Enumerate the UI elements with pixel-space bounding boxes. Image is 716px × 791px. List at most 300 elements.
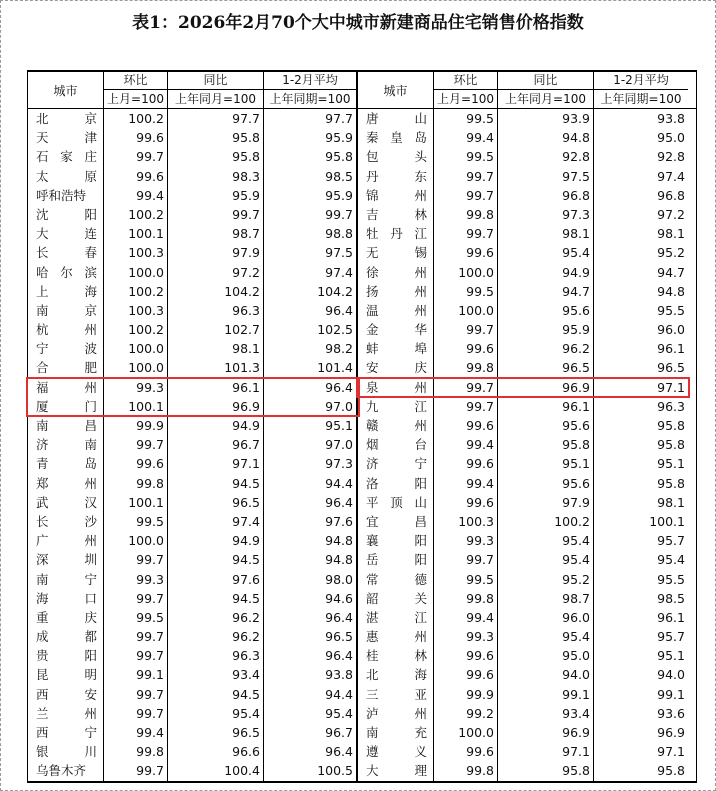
city-char: 西: [36, 725, 49, 740]
mom-value: 99.8: [104, 474, 168, 493]
city-char: 西: [36, 686, 49, 702]
table-row: [28, 627, 696, 646]
city-name: [358, 550, 434, 569]
mom-value: 99.5: [434, 282, 498, 301]
row-right-half: [358, 416, 688, 435]
city-char: 山: [414, 111, 427, 126]
city-name: [358, 397, 434, 416]
city-char: 州: [414, 629, 427, 645]
city-char: 北: [366, 667, 379, 683]
table-row: [28, 397, 696, 416]
mom-value: 100.0: [434, 263, 498, 282]
mom-value: 99.8: [434, 589, 498, 608]
table-row: [28, 378, 696, 397]
city-name: [28, 589, 104, 608]
yoy-value: 93.4: [168, 665, 264, 684]
table-row: [28, 531, 696, 550]
yoy-value: 95.9: [498, 320, 594, 339]
city-char: 川: [84, 744, 97, 760]
mom-value: 99.7: [434, 378, 498, 397]
city-name: [358, 742, 434, 761]
city-name: [28, 109, 104, 128]
city-name: [358, 685, 434, 704]
city-char: 武: [36, 494, 49, 510]
yoy-value: 96.5: [498, 358, 594, 377]
city-char: 华: [414, 322, 427, 338]
table-row: [28, 589, 696, 608]
mom-value: 99.6: [434, 493, 498, 512]
city-char: 锡: [414, 245, 427, 261]
city-name: [28, 301, 104, 320]
yoy-value: 96.5: [168, 723, 264, 742]
row-left-half: [28, 301, 358, 320]
city-name: [28, 167, 104, 186]
city-name: [28, 224, 104, 243]
city-char: 三: [366, 686, 379, 702]
row-left-half: [28, 589, 358, 608]
city-char: 州: [84, 533, 97, 549]
row-right-half: [358, 109, 688, 128]
avg-value: 96.4: [264, 608, 358, 627]
city-name: [358, 378, 434, 397]
city-char: 阳: [414, 552, 427, 568]
yoy-value: 98.7: [498, 589, 594, 608]
city-name: [358, 723, 434, 742]
avg-value: 96.4: [264, 301, 358, 320]
yoy-value: 99.7: [168, 205, 264, 224]
yoy-value: 95.6: [498, 474, 594, 493]
row-right-half: [358, 147, 688, 166]
mom-value: 99.6: [434, 646, 498, 665]
yoy-value: 96.5: [168, 493, 264, 512]
row-right-half: [358, 493, 688, 512]
city-char: 阳: [84, 648, 97, 664]
city-char: 德: [414, 571, 427, 587]
avg-value: 97.3: [264, 454, 358, 473]
mom-value: 99.9: [104, 416, 168, 435]
avg-value: 97.0: [264, 397, 358, 416]
yoy-value: 99.1: [498, 685, 594, 704]
row-right-half: [358, 320, 688, 339]
avg-value: 96.9: [657, 725, 685, 740]
city-char: 充: [414, 725, 427, 740]
avg-value: 95.8: [657, 763, 685, 779]
mom-value: 99.4: [104, 186, 168, 205]
yoy-value: 98.1: [168, 339, 264, 358]
city-name: [358, 704, 434, 723]
avg-value: 96.4: [264, 378, 358, 397]
city-name: [28, 627, 104, 646]
city-char: 林: [414, 206, 427, 222]
city-name: [28, 128, 104, 147]
avg-value: 95.7: [657, 629, 685, 645]
city-char: 南: [36, 571, 49, 587]
city-char: 江: [414, 226, 427, 242]
mom-value: 99.5: [104, 608, 168, 627]
mom-value: 99.8: [434, 761, 498, 780]
yoy-value: 97.7: [168, 109, 264, 128]
city-char: 州: [84, 705, 97, 721]
mom-value: 99.6: [104, 454, 168, 473]
avg-value: 97.6: [264, 512, 358, 531]
yoy-value: 96.9: [498, 723, 594, 742]
row-right-half: [358, 263, 688, 282]
city-char: 京: [84, 302, 97, 318]
avg-value: 93.8: [264, 665, 358, 684]
yoy-value: 96.6: [168, 742, 264, 761]
city-char: 徐: [366, 264, 379, 280]
yoy-value: 94.8: [498, 128, 594, 147]
city-char: 南: [36, 418, 49, 433]
city-name: [358, 416, 434, 435]
avg-value: 95.5: [657, 302, 685, 318]
table-row: [28, 474, 696, 493]
city-char: 埠: [414, 341, 427, 357]
city-name: [28, 339, 104, 358]
mom-value: 100.1: [104, 493, 168, 512]
city-char: 青: [36, 456, 49, 472]
city-char: 成: [36, 629, 49, 645]
city-char: 温: [366, 302, 379, 318]
avg-value: 96.7: [264, 723, 358, 742]
avg-value: 101.4: [264, 358, 358, 377]
city-char: 吉: [366, 206, 379, 222]
mom-value: 99.7: [434, 550, 498, 569]
avg-value: 98.1: [657, 226, 685, 242]
city-char: 津: [84, 130, 97, 146]
avg-value: 96.4: [264, 493, 358, 512]
table-row: [28, 570, 696, 589]
city-char: 合: [36, 360, 49, 376]
city-name: [358, 570, 434, 589]
city-char: 南: [36, 302, 49, 318]
header-yoy-label: 同比: [168, 72, 263, 90]
city-char: 牡: [366, 226, 379, 242]
mom-value: 99.6: [434, 454, 498, 473]
avg-value: 96.5: [657, 360, 685, 376]
mom-value: 100.2: [104, 320, 168, 339]
avg-value: 95.7: [657, 533, 685, 549]
city-name: [358, 339, 434, 358]
city-char: 济: [366, 456, 379, 472]
yoy-value: 96.3: [168, 646, 264, 665]
yoy-value: 97.3: [498, 205, 594, 224]
row-right-half: [358, 205, 688, 224]
city-char: 济: [36, 437, 49, 453]
city-char: 南: [84, 437, 97, 453]
city-name: [28, 704, 104, 723]
city-char: 州: [414, 302, 427, 318]
city-char: 州: [414, 705, 427, 721]
header-avg-base: 上年同期=100: [269, 92, 351, 106]
city-name: [358, 589, 434, 608]
mom-value: 99.7: [434, 397, 498, 416]
city-char: 义: [414, 744, 427, 760]
row-right-half: [358, 435, 688, 454]
avg-value: 94.7: [657, 264, 685, 280]
row-left-half: [28, 339, 358, 358]
row-right-half: [358, 665, 688, 684]
avg-value: 95.4: [657, 552, 685, 568]
row-right-half: [358, 186, 688, 205]
city-char: 北: [36, 111, 49, 126]
yoy-value: 97.1: [168, 454, 264, 473]
row-left-half: [28, 320, 358, 339]
yoy-value: 95.9: [168, 186, 264, 205]
row-left-half: [28, 627, 358, 646]
mom-value: 99.7: [434, 186, 498, 205]
city-char: 包: [366, 149, 379, 165]
avg-value: 98.1: [657, 494, 685, 510]
yoy-value: 100.4: [168, 761, 264, 780]
table-row: [28, 646, 696, 665]
header-avg-base: 上年同期=100: [600, 92, 682, 106]
yoy-value: 96.9: [168, 397, 264, 416]
row-left-half: [28, 224, 358, 243]
row-right-half: [358, 358, 688, 377]
city-char: 惠: [366, 629, 379, 645]
avg-value: 95.0: [657, 130, 685, 146]
city-char: 赣: [366, 418, 379, 433]
avg-value: 97.4: [657, 168, 685, 184]
yoy-value: 98.7: [168, 224, 264, 243]
avg-value: 104.2: [264, 282, 358, 301]
avg-value: 99.1: [657, 686, 685, 702]
row-left-half: [28, 723, 358, 742]
row-left-half: [28, 378, 358, 397]
row-left-half: [28, 493, 358, 512]
avg-value: 95.8: [657, 437, 685, 453]
city-name: [28, 742, 104, 761]
row-left-half: [28, 282, 358, 301]
city-char: 庄: [84, 149, 97, 165]
city-char: 州: [84, 475, 97, 491]
avg-value: 96.1: [657, 609, 685, 625]
row-left-half: [28, 109, 358, 128]
city-name: [28, 435, 104, 454]
city-char: 关: [414, 590, 427, 606]
mom-value: 99.4: [434, 608, 498, 627]
city-char: 汉: [84, 494, 97, 510]
city-char: 无: [366, 245, 379, 261]
table-row: [28, 416, 696, 435]
city-char: 亚: [414, 686, 427, 702]
city-name: [358, 358, 434, 377]
city-name: [28, 397, 104, 416]
city-char: 常: [366, 571, 379, 587]
city-char: 太: [36, 168, 49, 184]
row-left-half: [28, 416, 358, 435]
yoy-value: 97.9: [498, 493, 594, 512]
row-right-half: [358, 550, 688, 569]
header-avg-label: 1-2月平均: [594, 72, 688, 90]
yoy-value: 94.5: [168, 685, 264, 704]
city-char: 厦: [36, 398, 49, 414]
mom-value: 99.8: [434, 205, 498, 224]
table-row: [28, 550, 696, 569]
table-row: [28, 742, 696, 761]
row-right-half: [358, 570, 688, 589]
city-char: 平: [366, 494, 379, 510]
row-left-half: [28, 186, 358, 205]
mom-value: 99.6: [434, 665, 498, 684]
yoy-value: 95.4: [498, 627, 594, 646]
yoy-value: 95.4: [498, 531, 594, 550]
city-name: [28, 263, 104, 282]
header-avg-label: 1-2月平均: [264, 72, 356, 90]
city-char: 皇: [390, 130, 403, 146]
table-row: [28, 685, 696, 704]
city-char: 大: [366, 763, 379, 779]
mom-value: 100.2: [104, 282, 168, 301]
city-name: [28, 685, 104, 704]
city-name: [28, 358, 104, 377]
city-char: 南: [366, 725, 379, 740]
yoy-value: 94.5: [168, 474, 264, 493]
yoy-value: 97.1: [498, 742, 594, 761]
avg-value: 95.1: [657, 456, 685, 472]
mom-value: 100.0: [104, 339, 168, 358]
yoy-value: 95.4: [498, 550, 594, 569]
mom-value: 99.6: [434, 339, 498, 358]
city-char: 州: [414, 379, 427, 395]
yoy-value: 97.6: [168, 570, 264, 589]
header-yoy: [498, 72, 594, 108]
city-char: 尔: [60, 264, 73, 280]
table-row: [28, 301, 696, 320]
city-char: 滨: [84, 264, 97, 280]
avg-value: 102.5: [264, 320, 358, 339]
city-char: 庆: [84, 609, 97, 625]
city-name: [28, 282, 104, 301]
avg-value: 97.1: [657, 379, 685, 395]
header-mom-base: 上月=100: [437, 92, 494, 106]
city-char: 州: [84, 379, 97, 395]
row-left-half: [28, 205, 358, 224]
row-left-half: [28, 167, 358, 186]
city-char: 口: [84, 590, 97, 606]
table-row: [28, 358, 696, 377]
mom-value: 99.7: [104, 646, 168, 665]
row-right-half: [358, 397, 688, 416]
row-right-half: [358, 723, 688, 742]
city-char: 台: [414, 437, 427, 453]
city-char: 丹: [390, 226, 403, 242]
row-left-half: [28, 685, 358, 704]
mom-value: 100.0: [434, 301, 498, 320]
avg-value: 96.4: [264, 742, 358, 761]
yoy-value: 97.5: [498, 167, 594, 186]
row-right-half: [358, 378, 688, 397]
city-char: 重: [36, 609, 49, 625]
mom-value: 99.7: [104, 704, 168, 723]
table-row: [28, 454, 696, 473]
yoy-value: 95.1: [498, 454, 594, 473]
mom-value: 99.6: [104, 128, 168, 147]
mom-value: 99.3: [434, 627, 498, 646]
city-name: 呼和浩特: [28, 186, 104, 205]
yoy-value: 96.0: [498, 608, 594, 627]
city-name: [28, 723, 104, 742]
mom-value: 100.2: [104, 205, 168, 224]
city-char: 石: [36, 149, 49, 165]
table-row: [28, 723, 696, 742]
city-char: 波: [84, 341, 97, 357]
city-char: 肥: [84, 360, 97, 376]
avg-value: 100.1: [649, 513, 685, 529]
city-char: 昌: [84, 418, 97, 433]
city-char: 长: [36, 513, 49, 529]
row-left-half: [28, 570, 358, 589]
city-name: [358, 627, 434, 646]
city-char: 岛: [414, 130, 427, 146]
table-row: [28, 109, 696, 128]
avg-value: 93.6: [657, 705, 685, 721]
header-mom: [434, 72, 498, 108]
city-char: 金: [366, 322, 379, 338]
city-char: 阳: [414, 475, 427, 491]
city-char: 东: [414, 168, 427, 184]
mom-value: 99.7: [434, 320, 498, 339]
city-char: 春: [84, 245, 97, 261]
city-char: 州: [84, 322, 97, 338]
yoy-value: 96.3: [168, 301, 264, 320]
yoy-value: 96.2: [168, 627, 264, 646]
city-name: [358, 454, 434, 473]
city-char: 沈: [36, 206, 49, 222]
avg-value: 95.9: [264, 186, 358, 205]
row-right-half: [358, 704, 688, 723]
mom-value: 99.7: [434, 167, 498, 186]
table-row: [28, 339, 696, 358]
city-name: [28, 474, 104, 493]
city-char: 上: [36, 283, 49, 299]
city-char: 山: [414, 494, 427, 510]
avg-value: 98.5: [657, 590, 685, 606]
row-left-half: [28, 608, 358, 627]
city-name: [28, 550, 104, 569]
city-char: 州: [414, 283, 427, 299]
yoy-value: 96.8: [498, 186, 594, 205]
mom-value: 99.5: [434, 109, 498, 128]
city-char: 扬: [366, 283, 379, 299]
row-right-half: [358, 128, 688, 147]
city-char: 兰: [36, 705, 49, 721]
row-right-half: [358, 589, 688, 608]
city-char: 郑: [36, 475, 49, 491]
mom-value: 99.7: [104, 589, 168, 608]
header-yoy: [168, 72, 264, 108]
row-left-half: [28, 435, 358, 454]
avg-value: 96.1: [657, 341, 685, 357]
mom-value: 99.4: [434, 435, 498, 454]
avg-value: 96.0: [657, 322, 685, 338]
mom-value: 99.3: [104, 570, 168, 589]
mom-value: 99.4: [434, 128, 498, 147]
city-char: 州: [414, 264, 427, 280]
row-left-half: [28, 665, 358, 684]
city-char: 深: [36, 552, 49, 568]
city-name: [358, 665, 434, 684]
city-char: 州: [414, 187, 427, 203]
city-name: [358, 167, 434, 186]
city-char: 福: [36, 379, 49, 395]
city-name: [358, 243, 434, 262]
avg-value: 94.6: [264, 589, 358, 608]
row-left-half: [28, 243, 358, 262]
city-char: 天: [36, 130, 49, 146]
city-char: 杭: [36, 322, 49, 338]
